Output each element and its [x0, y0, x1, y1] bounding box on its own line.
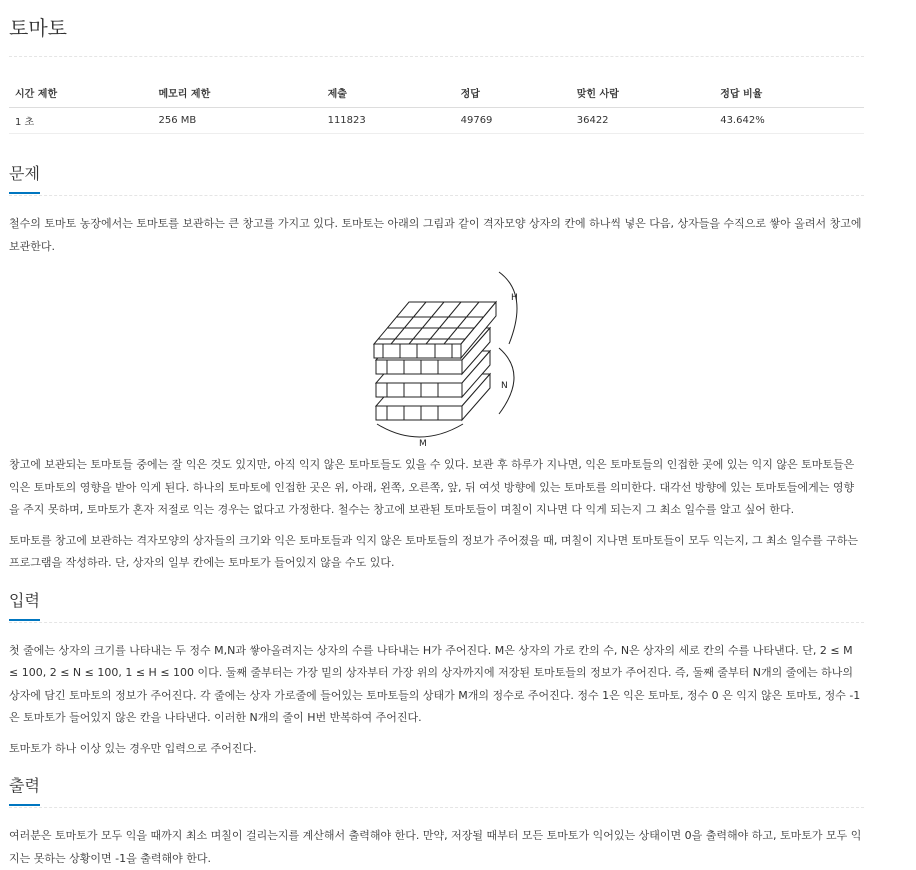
stats-header-solvers: 맞힌 사람 — [571, 77, 714, 108]
problem-section-header — [9, 162, 864, 196]
output-section-title: 출력 — [9, 774, 40, 806]
stats-header-row — [9, 77, 864, 108]
stacked-boxes-illustration — [359, 264, 529, 450]
stats-header-time-limit: 시간 제한 — [9, 77, 152, 108]
problem-section-title: 문제 — [9, 162, 40, 194]
page-title: 토마토 — [9, 0, 864, 57]
stats-header-submissions: 제출 — [322, 77, 455, 108]
problem-stats-table — [9, 77, 864, 134]
arc-m — [377, 424, 463, 437]
label-m: M — [419, 439, 427, 449]
stats-accepted: 49769 — [455, 108, 571, 134]
stats-value-row — [9, 108, 864, 134]
input-description-p1: 첫 줄에는 상자의 크기를 나타내는 두 정수 M,N과 쌓아올려지는 상자의 수를 나타내는 H가 주어진다. M은 상자의 가로 칸의 수, N은 상자의 세로 칸의 수를 나타낸다. 단, 2 ≤ M ≤ 100, 2 ≤ N ≤ 100, 1 ≤ H ≤ 100 이다. 둘째 줄부터는 가장 밑의 상자부터 가장 위의 상자까지에 저장된 토마토들의 정보가 주어진다. 즉, 둘째 줄부터 N개의 줄에는 하나의 상자에 담긴 토마토의 정보가 주어진다. 각 줄에는 상자 가로줄에 들어있는 토마토들의 상태가 M개의 정수로 주어진다. 정수 1은 익은 토마토, 정수 0 은 익지 않은 토마토, 정수 -1은 토마토가 들어있지 않은 칸을 나타낸다. 이러한 N개의 줄이 H번 반복하여 주어진다. — [9, 643, 861, 724]
problem-description-p3: 토마토를 창고에 보관하는 격자모양의 상자들의 크기와 익은 토마토들과 익지 않은 토마토들의 정보가 주어졌을 때, 며칠이 지나면 토마토들이 모두 익는지, 그 최소 일수를 구하는 프로그램을 작성하라. 단, 상자의 일부 칸에는 토마토가 들어있지 않을 수도 있다. — [9, 533, 858, 569]
box-2-front — [376, 360, 462, 374]
stats-submissions: 111823 — [322, 108, 455, 134]
output-section-header — [9, 774, 864, 808]
tomato-box-figure — [9, 264, 864, 450]
label-h: H — [511, 293, 518, 303]
stats-time-limit: 1 초 — [9, 108, 152, 134]
stats-header-accepted: 정답 — [455, 77, 571, 108]
stats-memory-limit: 256 MB — [152, 108, 321, 134]
stats-header-ratio: 정답 비율 — [714, 77, 864, 108]
input-section-title: 입력 — [9, 589, 40, 621]
label-n: N — [501, 381, 508, 391]
box-4-front — [376, 406, 462, 420]
stats-ratio: 43.642% — [714, 108, 864, 134]
problem-description-p2: 창고에 보관되는 토마토들 중에는 잘 익은 것도 있지만, 아직 익지 않은 토마토들도 있을 수 있다. 보관 후 하루가 지나면, 익은 토마토들의 인접한 곳에 있는 익지 않은 토마토들은 익은 토마토의 영향을 받아 익게 된다. 하나의 토마토에 인접한 곳은 위, 아래, 왼쪽, 오른쪽, 앞, 뒤 여섯 방향에 있는 토마토를 의미한다. 대각선 방향에 있는 토마토들에게는 영향을 주지 못하며, 토마토가 혼자 저절로 익는 경우는 없다고 가정한다. 철수는 창고에 보관된 토마토들이 며칠이 지나면 다 익게 되는지 그 최소 일수를 알고 싶어 한다. — [9, 458, 855, 516]
problem-description-p1: 철수의 토마토 농장에서는 토마토를 보관하는 큰 창고를 가지고 있다. 토마토는 아래의 그림과 같이 격자모양 상자의 칸에 하나씩 넣은 다음, 상자들을 수직으로 쌓아 올려서 창고에 보관한다. — [9, 217, 862, 253]
box-3-front — [376, 383, 462, 397]
input-description-p2: 토마토가 하나 이상 있는 경우만 입력으로 주어진다. — [9, 741, 257, 755]
input-section-header — [9, 589, 864, 623]
problem-page — [9, 0, 864, 870]
arc-h — [499, 272, 517, 344]
stats-header-memory-limit: 메모리 제한 — [152, 77, 321, 108]
output-description-p1: 여러분은 토마토가 모두 익을 때까지 최소 며칠이 걸리는지를 계산해서 출력해야 한다. 만약, 저장될 때부터 모든 토마토가 익어있는 상태이면 0을 출력해야 하고, 토마토가 모두 익지는 못하는 상황이면 -1을 출력해야 한다. — [9, 829, 862, 865]
stats-solvers: 36422 — [571, 108, 714, 134]
